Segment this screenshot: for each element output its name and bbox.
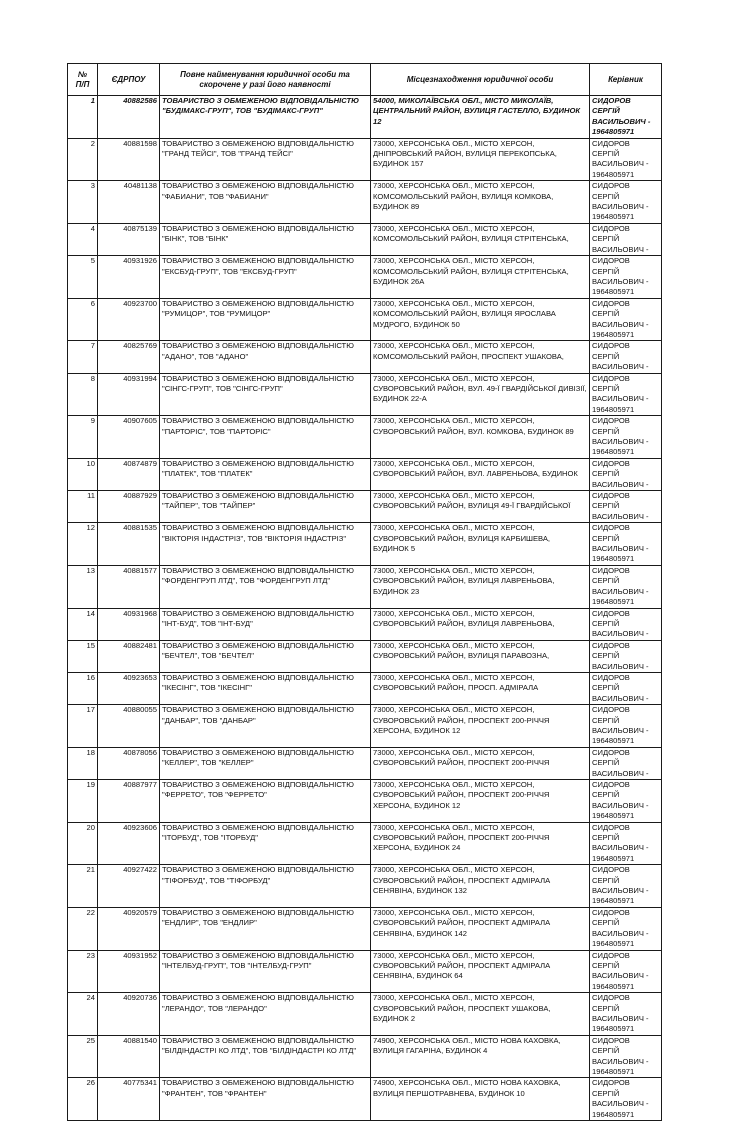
- row-company-name: ТОВАРИСТВО З ОБМЕЖЕНОЮ ВІДПОВІДАЛЬНІСТЮ "ПЛАТЕК", ТОВ "ПЛАТЕК": [160, 458, 371, 490]
- row-address: 54000, МИКОЛАЇВСЬКА ОБЛ., МІСТО МИКОЛАЇВ, ЦЕНТРАЛЬНИЙ РАЙОН, ВУЛИЦЯ ГАСТЕЛЛО, БУДИНОК 12: [371, 96, 590, 139]
- row-number: 24: [68, 993, 98, 1036]
- row-number: 17: [68, 705, 98, 748]
- row-company-name: ТОВАРИСТВО З ОБМЕЖЕНОЮ ВІДПОВІДАЛЬНІСТЮ "БІНК", ТОВ "БІНК": [160, 223, 371, 255]
- row-address: 73000, ХЕРСОНСЬКА ОБЛ., МІСТО ХЕРСОН, СУВОРОВСЬКИЙ РАЙОН, ВУЛИЦЯ ЛАВРЕНЬОВА, БУДИНОК 23: [371, 565, 590, 608]
- row-address: 74900, ХЕРСОНСЬКА ОБЛ., МІСТО НОВА КАХОВКА, ВУЛИЦЯ ПЕРШОТРАВНЕВА, БУДИНОК 10: [371, 1078, 590, 1121]
- row-number: 26: [68, 1078, 98, 1121]
- table-row: [68, 672, 662, 704]
- row-number: 7: [68, 341, 98, 373]
- row-company-name: ТОВАРИСТВО З ОБМЕЖЕНОЮ ВІДПОВІДАЛЬНІСТЮ "ТІФОРБУД", ТОВ "ТІФОРБУД": [160, 865, 371, 908]
- row-code: 40881577: [98, 565, 160, 608]
- row-code: 40920736: [98, 993, 160, 1036]
- row-code: 40825769: [98, 341, 160, 373]
- table-row: [68, 181, 662, 224]
- row-number: 4: [68, 223, 98, 255]
- row-address: 73000, ХЕРСОНСЬКА ОБЛ., МІСТО ХЕРСОН, СУВОРОВСЬКИЙ РАЙОН, ПРОСПЕКТ 200-РІЧЧЯ ХЕРСОНА, БУДИНОК 12: [371, 705, 590, 748]
- header-head: Керівник: [590, 64, 662, 96]
- table-row: [68, 416, 662, 459]
- row-address: 73000, ХЕРСОНСЬКА ОБЛ., МІСТО ХЕРСОН, КОМСОМОЛЬСЬКИЙ РАЙОН, ВУЛИЦЯ СТРІТЕНСЬКА,: [371, 223, 590, 255]
- row-address: 73000, ХЕРСОНСЬКА ОБЛ., МІСТО ХЕРСОН, СУВОРОВСЬКИЙ РАЙОН, ВУЛИЦЯ КАРБИШЕВА, БУДИНОК 5: [371, 523, 590, 566]
- row-number: 15: [68, 640, 98, 672]
- row-head: СИДОРОВ СЕРГІЙ ВАСИЛЬОВИЧ -: [590, 458, 662, 490]
- row-number: 22: [68, 907, 98, 950]
- row-company-name: ТОВАРИСТВО З ОБМЕЖЕНОЮ ВІДПОВІДАЛЬНІСТЮ "ЛЕРАНДО", ТОВ "ЛЕРАНДО": [160, 993, 371, 1036]
- row-company-name: ТОВАРИСТВО З ОБМЕЖЕНОЮ ВІДПОВІДАЛЬНІСТЮ "ФЕРРЕТО", ТОВ "ФЕРРЕТО": [160, 780, 371, 823]
- row-head: СИДОРОВ СЕРГІЙ ВАСИЛЬОВИЧ -: [590, 491, 662, 523]
- row-company-name: ТОВАРИСТВО З ОБМЕЖЕНОЮ ВІДПОВІДАЛЬНІСТЮ "ЕКСБУД-ГРУП", ТОВ "ЕКСБУД-ГРУП": [160, 256, 371, 299]
- row-head: СИДОРОВ СЕРГІЙ ВАСИЛЬОВИЧ - 1964805971: [590, 950, 662, 993]
- row-head: СИДОРОВ СЕРГІЙ ВАСИЛЬОВИЧ - 1964805971: [590, 1078, 662, 1121]
- row-head: СИДОРОВ СЕРГІЙ ВАСИЛЬОВИЧ - 1964805971: [590, 865, 662, 908]
- row-code: 40923700: [98, 298, 160, 341]
- registry-table: [67, 63, 662, 1121]
- row-address: 73000, ХЕРСОНСЬКА ОБЛ., МІСТО ХЕРСОН, КОМСОМОЛЬСЬКИЙ РАЙОН, ПРОСПЕКТ УШАКОВА,: [371, 341, 590, 373]
- table-row: [68, 256, 662, 299]
- row-company-name: ТОВАРИСТВО З ОБМЕЖЕНОЮ ВІДПОВІДАЛЬНІСТЮ "ІНТ-БУД", ТОВ "ІНТ-БУД": [160, 608, 371, 640]
- row-head: СИДОРОВ СЕРГІЙ ВАСИЛЬОВИЧ - 1964805971: [590, 416, 662, 459]
- row-code: 40931926: [98, 256, 160, 299]
- table-row: [68, 341, 662, 373]
- row-number: 23: [68, 950, 98, 993]
- row-address: 73000, ХЕРСОНСЬКА ОБЛ., МІСТО ХЕРСОН, СУВОРОВСЬКИЙ РАЙОН, ПРОСПЕКТ АДМІРАЛА СЕНЯВІНА, БУДИНОК 142: [371, 907, 590, 950]
- row-head: СИДОРОВ СЕРГІЙ ВАСИЛЬОВИЧ - 1964805971: [590, 138, 662, 181]
- table-row: [68, 747, 662, 779]
- row-company-name: ТОВАРИСТВО З ОБМЕЖЕНОЮ ВІДПОВІДАЛЬНІСТЮ "ЕНДЛИР", ТОВ "ЕНДЛИР": [160, 907, 371, 950]
- row-head: СИДОРОВ СЕРГІЙ ВАСИЛЬОВИЧ -: [590, 640, 662, 672]
- table-row: [68, 865, 662, 908]
- row-address: 73000, ХЕРСОНСЬКА ОБЛ., МІСТО ХЕРСОН, СУВОРОВСЬКИЙ РАЙОН, ПРОСПЕКТ АДМІРАЛА СЕНЯВІНА, БУДИНОК 132: [371, 865, 590, 908]
- row-code: 40881535: [98, 523, 160, 566]
- table-body: [68, 96, 662, 1121]
- row-number: 16: [68, 672, 98, 704]
- table-row: [68, 491, 662, 523]
- table-row: [68, 223, 662, 255]
- row-address: 73000, ХЕРСОНСЬКА ОБЛ., МІСТО ХЕРСОН, КОМСОМОЛЬСЬКИЙ РАЙОН, ВУЛИЦЯ СТРІТЕНСЬКА, БУДИНОК 26А: [371, 256, 590, 299]
- header-address: Місцезнаходження юридичної особи: [371, 64, 590, 96]
- row-code: 40880055: [98, 705, 160, 748]
- row-code: 40775341: [98, 1078, 160, 1121]
- row-code: 40481138: [98, 181, 160, 224]
- row-company-name: ТОВАРИСТВО З ОБМЕЖЕНОЮ ВІДПОВІДАЛЬНІСТЮ "ПАРТОРІС", ТОВ "ПАРТОРІС": [160, 416, 371, 459]
- row-number: 9: [68, 416, 98, 459]
- row-head: СИДОРОВ СЕРГІЙ ВАСИЛЬОВИЧ - 1964805971: [590, 780, 662, 823]
- row-company-name: ТОВАРИСТВО З ОБМЕЖЕНОЮ ВІДПОВІДАЛЬНІСТЮ "ІТОРБУД", ТОВ "ІТОРБУД": [160, 822, 371, 865]
- table-row: [68, 298, 662, 341]
- row-company-name: ТОВАРИСТВО З ОБМЕЖЕНОЮ ВІДПОВІДАЛЬНІСТЮ "ДАНБАР", ТОВ "ДАНБАР": [160, 705, 371, 748]
- row-head: СИДОРОВ СЕРГІЙ ВАСИЛЬОВИЧ - 1964805971: [590, 181, 662, 224]
- row-address: 73000, ХЕРСОНСЬКА ОБЛ., МІСТО ХЕРСОН, КОМСОМОЛЬСЬКИЙ РАЙОН, ВУЛИЦЯ КОМКОВА, БУДИНОК 89: [371, 181, 590, 224]
- row-address: 73000, ХЕРСОНСЬКА ОБЛ., МІСТО ХЕРСОН, КОМСОМОЛЬСЬКИЙ РАЙОН, ВУЛИЦЯ ЯРОСЛАВА МУДРОГО, БУДИНОК 50: [371, 298, 590, 341]
- table-row: [68, 822, 662, 865]
- row-code: 40881540: [98, 1035, 160, 1078]
- table-row: [68, 640, 662, 672]
- row-company-name: ТОВАРИСТВО З ОБМЕЖЕНОЮ ВІДПОВІДАЛЬНІСТЮ "БІЛДІНДАСТРІ КО ЛТД", ТОВ "БІЛДІНДАСТРІ КО ЛТД": [160, 1035, 371, 1078]
- row-company-name: ТОВАРИСТВО З ОБМЕЖЕНОЮ ВІДПОВІДАЛЬНІСТЮ "БЕЧТЕЛ", ТОВ "БЕЧТЕЛ": [160, 640, 371, 672]
- row-head: СИДОРОВ СЕРГІЙ ВАСИЛЬОВИЧ - 1964805971: [590, 705, 662, 748]
- row-head: СИДОРОВ СЕРГІЙ ВАСИЛЬОВИЧ - 1964805971: [590, 1035, 662, 1078]
- row-head: СИДОРОВ СЕРГІЙ ВАСИЛЬОВИЧ -: [590, 223, 662, 255]
- row-head: СИДОРОВ СЕРГІЙ ВАСИЛЬОВИЧ - 1964805971: [590, 907, 662, 950]
- row-code: 40882586: [98, 96, 160, 139]
- row-head: СИДОРОВ СЕРГІЙ ВАСИЛЬОВИЧ -: [590, 747, 662, 779]
- row-head: СИДОРОВ СЕРГІЙ ВАСИЛЬОВИЧ -: [590, 341, 662, 373]
- row-head: СИДОРОВ СЕРГІЙ ВАСИЛЬОВИЧ - 1964805971: [590, 523, 662, 566]
- row-number: 25: [68, 1035, 98, 1078]
- row-code: 40931994: [98, 373, 160, 416]
- row-head: СИДОРОВ СЕРГІЙ ВАСИЛЬОВИЧ - 1964805971: [590, 993, 662, 1036]
- table-row: [68, 1078, 662, 1121]
- row-number: 14: [68, 608, 98, 640]
- row-company-name: ТОВАРИСТВО З ОБМЕЖЕНОЮ ВІДПОВІДАЛЬНІСТЮ "ІКЕСІНГ", ТОВ "ІКЕСІНГ": [160, 672, 371, 704]
- row-address: 73000, ХЕРСОНСЬКА ОБЛ., МІСТО ХЕРСОН, СУВОРОВСЬКИЙ РАЙОН, ВУЛ. КОМКОВА, БУДИНОК 89: [371, 416, 590, 459]
- row-company-name: ТОВАРИСТВО З ОБМЕЖЕНОЮ ВІДПОВІДАЛЬНІСТЮ "ФРАНТЕН", ТОВ "ФРАНТЕН": [160, 1078, 371, 1121]
- row-company-name: ТОВАРИСТВО З ОБМЕЖЕНОЮ ВІДПОВІДАЛЬНІСТЮ "СІНГС-ГРУП", ТОВ "СІНГС-ГРУП": [160, 373, 371, 416]
- row-company-name: ТОВАРИСТВО З ОБМЕЖЕНОЮ ВІДПОВІДАЛЬНІСТЮ "ТАЙПЕР", ТОВ "ТАЙПЕР": [160, 491, 371, 523]
- row-address: 74900, ХЕРСОНСЬКА ОБЛ., МІСТО НОВА КАХОВКА, ВУЛИЦЯ ГАГАРІНА, БУДИНОК 4: [371, 1035, 590, 1078]
- row-code: 40874879: [98, 458, 160, 490]
- table-row: [68, 523, 662, 566]
- table-row: [68, 950, 662, 993]
- row-company-name: ТОВАРИСТВО З ОБМЕЖЕНОЮ ВІДПОВІДАЛЬНІСТЮ "ВІКТОРІЯ ІНДАСТРІЗ", ТОВ "ВІКТОРІЯ ІНДАСТРІЗ": [160, 523, 371, 566]
- row-head: СИДОРОВ СЕРГІЙ ВАСИЛЬОВИЧ -: [590, 608, 662, 640]
- header-code: ЄДРПОУ: [98, 64, 160, 96]
- table-row: [68, 565, 662, 608]
- row-code: 40927422: [98, 865, 160, 908]
- row-company-name: ТОВАРИСТВО З ОБМЕЖЕНОЮ ВІДПОВІДАЛЬНІСТЮ "КЕЛЛЕР", ТОВ "КЕЛЛЕР": [160, 747, 371, 779]
- row-address: 73000, ХЕРСОНСЬКА ОБЛ., МІСТО ХЕРСОН, СУВОРОВСЬКИЙ РАЙОН, ПРОСПЕКТ УШАКОВА, БУДИНОК 2: [371, 993, 590, 1036]
- row-company-name: ТОВАРИСТВО З ОБМЕЖЕНОЮ ВІДПОВІДАЛЬНІСТЮ "БУДІМАКС-ГРУП", ТОВ "БУДІМАКС-ГРУП": [160, 96, 371, 139]
- table-row: [68, 458, 662, 490]
- header-name: Повне найменування юридичної особи та скорочене у разі його наявності: [160, 64, 371, 96]
- row-code: 40875139: [98, 223, 160, 255]
- row-head: СИДОРОВ СЕРГІЙ ВАСИЛЬОВИЧ - 1964805971: [590, 96, 662, 139]
- row-head: СИДОРОВ СЕРГІЙ ВАСИЛЬОВИЧ -: [590, 672, 662, 704]
- row-address: 73000, ХЕРСОНСЬКА ОБЛ., МІСТО ХЕРСОН, СУВОРОВСЬКИЙ РАЙОН, ВУЛ. 49-Ї ГВАРДІЙСЬКОЇ ДИВІЗІЇ, БУДИНОК 22-А: [371, 373, 590, 416]
- row-code: 40878056: [98, 747, 160, 779]
- row-code: 40907605: [98, 416, 160, 459]
- row-number: 19: [68, 780, 98, 823]
- row-number: 5: [68, 256, 98, 299]
- table-row: [68, 96, 662, 139]
- table-row: [68, 608, 662, 640]
- table-row: [68, 373, 662, 416]
- row-head: СИДОРОВ СЕРГІЙ ВАСИЛЬОВИЧ - 1964805971: [590, 373, 662, 416]
- row-company-name: ТОВАРИСТВО З ОБМЕЖЕНОЮ ВІДПОВІДАЛЬНІСТЮ "ФАБИАНИ", ТОВ "ФАБИАНИ": [160, 181, 371, 224]
- row-number: 8: [68, 373, 98, 416]
- row-code: 40920579: [98, 907, 160, 950]
- row-code: 40931968: [98, 608, 160, 640]
- row-code: 40887977: [98, 780, 160, 823]
- row-company-name: ТОВАРИСТВО З ОБМЕЖЕНОЮ ВІДПОВІДАЛЬНІСТЮ "ІНТЕЛБУД-ГРУП", ТОВ "ІНТЕЛБУД-ГРУП": [160, 950, 371, 993]
- table-header-row: [68, 64, 662, 96]
- row-company-name: ТОВАРИСТВО З ОБМЕЖЕНОЮ ВІДПОВІДАЛЬНІСТЮ "АДАНО", ТОВ "АДАНО": [160, 341, 371, 373]
- row-number: 12: [68, 523, 98, 566]
- row-head: СИДОРОВ СЕРГІЙ ВАСИЛЬОВИЧ - 1964805971: [590, 256, 662, 299]
- row-address: 73000, ХЕРСОНСЬКА ОБЛ., МІСТО ХЕРСОН, СУВОРОВСЬКИЙ РАЙОН, ПРОСПЕКТ 200-РІЧЧЯ ХЕРСОНА, БУДИНОК 12: [371, 780, 590, 823]
- table-row: [68, 993, 662, 1036]
- row-number: 11: [68, 491, 98, 523]
- row-number: 1: [68, 96, 98, 139]
- row-company-name: ТОВАРИСТВО З ОБМЕЖЕНОЮ ВІДПОВІДАЛЬНІСТЮ "ГРАНД ТЕЙСІ", ТОВ "ГРАНД ТЕЙСІ": [160, 138, 371, 181]
- row-address: 73000, ХЕРСОНСЬКА ОБЛ., МІСТО ХЕРСОН, СУВОРОВСЬКИЙ РАЙОН, ПРОСПЕКТ 200-РІЧЧЯ: [371, 747, 590, 779]
- row-head: СИДОРОВ СЕРГІЙ ВАСИЛЬОВИЧ - 1964805971: [590, 822, 662, 865]
- table-row: [68, 705, 662, 748]
- row-code: 40923653: [98, 672, 160, 704]
- row-head: СИДОРОВ СЕРГІЙ ВАСИЛЬОВИЧ - 1964805971: [590, 298, 662, 341]
- row-address: 73000, ХЕРСОНСЬКА ОБЛ., МІСТО ХЕРСОН, СУВОРОВСЬКИЙ РАЙОН, ПРОСПЕКТ АДМІРАЛА СЕНЯВІНА, БУДИНОК 64: [371, 950, 590, 993]
- row-number: 2: [68, 138, 98, 181]
- table-row: [68, 1035, 662, 1078]
- row-number: 21: [68, 865, 98, 908]
- row-code: 40882481: [98, 640, 160, 672]
- row-number: 10: [68, 458, 98, 490]
- row-code: 40923606: [98, 822, 160, 865]
- row-company-name: ТОВАРИСТВО З ОБМЕЖЕНОЮ ВІДПОВІДАЛЬНІСТЮ "ФОРДЕНГРУП ЛТД", ТОВ "ФОРДЕНГРУП ЛТД": [160, 565, 371, 608]
- row-number: 3: [68, 181, 98, 224]
- row-number: 13: [68, 565, 98, 608]
- row-address: 73000, ХЕРСОНСЬКА ОБЛ., МІСТО ХЕРСОН, СУВОРОВСЬКИЙ РАЙОН, ПРОСПЕКТ 200-РІЧЧЯ ХЕРСОНА, БУДИНОК 24: [371, 822, 590, 865]
- row-code: 40881598: [98, 138, 160, 181]
- row-address: 73000, ХЕРСОНСЬКА ОБЛ., МІСТО ХЕРСОН, СУВОРОВСЬКИЙ РАЙОН, ВУЛИЦЯ ПАРАВОЗНА,: [371, 640, 590, 672]
- row-code: 40887929: [98, 491, 160, 523]
- row-head: СИДОРОВ СЕРГІЙ ВАСИЛЬОВИЧ - 1964805971: [590, 565, 662, 608]
- row-company-name: ТОВАРИСТВО З ОБМЕЖЕНОЮ ВІДПОВІДАЛЬНІСТЮ "РУМИЦОР", ТОВ "РУМИЦОР": [160, 298, 371, 341]
- row-number: 18: [68, 747, 98, 779]
- row-address: 73000, ХЕРСОНСЬКА ОБЛ., МІСТО ХЕРСОН, СУВОРОВСЬКИЙ РАЙОН, ВУЛИЦЯ 49-Ї ГВАРДІЙСЬКОЇ: [371, 491, 590, 523]
- table-row: [68, 138, 662, 181]
- row-number: 20: [68, 822, 98, 865]
- row-code: 40931952: [98, 950, 160, 993]
- table-row: [68, 907, 662, 950]
- row-number: 6: [68, 298, 98, 341]
- row-address: 73000, ХЕРСОНСЬКА ОБЛ., МІСТО ХЕРСОН, СУВОРОВСЬКИЙ РАЙОН, ПРОСП. АДМІРАЛА: [371, 672, 590, 704]
- row-address: 73000, ХЕРСОНСЬКА ОБЛ., МІСТО ХЕРСОН, СУВОРОВСЬКИЙ РАЙОН, ВУЛИЦЯ ЛАВРЕНЬОВА,: [371, 608, 590, 640]
- header-number: № П/П: [68, 64, 98, 96]
- table-row: [68, 780, 662, 823]
- row-address: 73000, ХЕРСОНСЬКА ОБЛ., МІСТО ХЕРСОН, СУВОРОВСЬКИЙ РАЙОН, ВУЛ. ЛАВРЕНЬОВА, БУДИНОК: [371, 458, 590, 490]
- row-address: 73000, ХЕРСОНСЬКА ОБЛ., МІСТО ХЕРСОН, ДНІПРОВСЬКИЙ РАЙОН, ВУЛИЦЯ ПЕРЕКОПСЬКА, БУДИНОК 157: [371, 138, 590, 181]
